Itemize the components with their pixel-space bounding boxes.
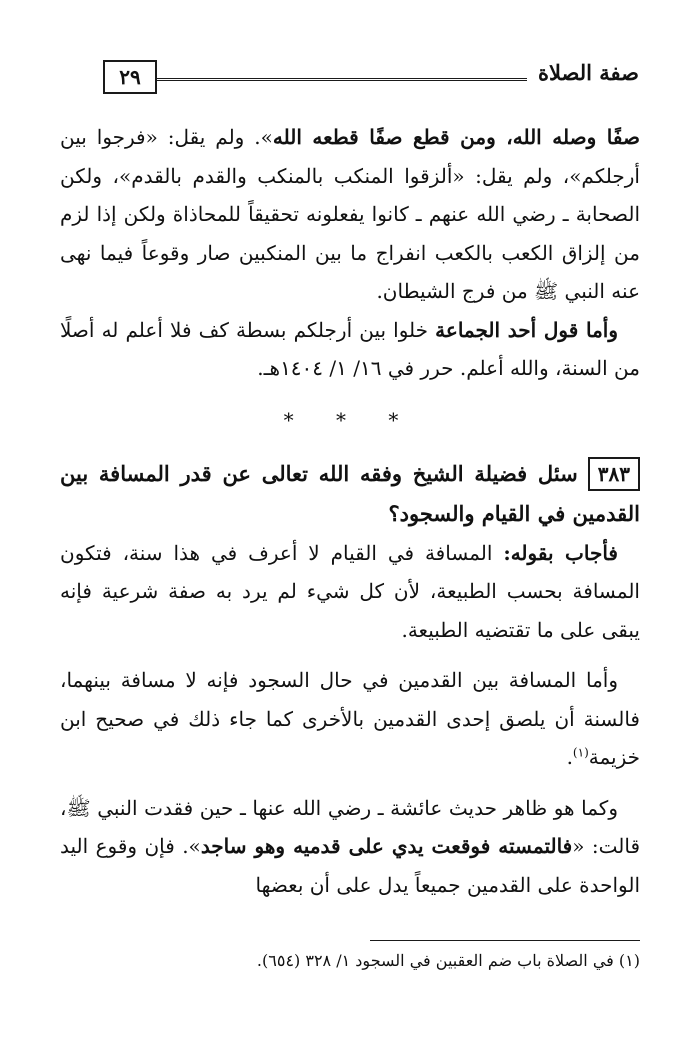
- page-header: [103, 58, 639, 96]
- paragraph-4: وأما المسافة بين القدمين في حال السجود فإنه لا مسافة بينهما، فالسنة أن يلصق إحدى القدمين بالأخرى كما جاء ذلك في صحيح ابن خزيمة$^{(١)}$.: [60, 668, 640, 769]
- footnote-rule: [370, 940, 640, 941]
- footnote-marker: (١): [572, 745, 589, 760]
- paragraph-5: [60, 789, 640, 905]
- section-separator: * * *: [283, 407, 417, 432]
- paragraph-gap: [60, 649, 640, 661]
- paragraph-5-text-a: وكما هو ظاهر حديث عائشة ـ رضي الله عنها ـ حين فقدت النبي ﷺ، قالت: «: [60, 795, 641, 858]
- hadith-quote-bold: فالتمسته فوقعت يدي على قدميه وهو ساجد: [200, 834, 573, 858]
- answer-lead: فأجاب بقوله:: [503, 540, 618, 565]
- paragraph-gap: [60, 777, 640, 789]
- question-number: ٣٨٣: [588, 457, 640, 491]
- hadith-quote-bold: صفًا وصله الله، ومن قطع صفًا قطعه الله: [272, 125, 640, 149]
- footnote: (١) في الصلاة باب ضم العقبين في السجود ١/ ٣٢٨ (٦٥٤).: [256, 951, 640, 970]
- paragraph-2: [60, 311, 640, 388]
- question-text: سئل فضيلة الشيخ وفقه الله تعالى عن قدر المسافة بين القدمين في القيام والسجود؟: [60, 460, 640, 526]
- answer-text: المسافة في القيام لا أعرف في هذا سنة، فتكون المسافة بحسب الطبيعة، لأن كل شيء لم يرد به صفة شرعية فإنه يبقى على ما تقتضيه الطبيعة.: [60, 540, 640, 642]
- paragraph-2-lead: وأما قول أحد الجماعة: [435, 317, 619, 342]
- question-heading: [60, 454, 640, 534]
- answer-paragraph: [60, 534, 640, 650]
- paragraph-1-text: ». ولم يقل: «فرجوا بين أرجلكم»، ولم يقل: «ألزقوا المنكب بالمنكب والقدم بالقدم»، ولكن الصحابة ـ رضي الله عنهم ـ كانوا يفعلونه تحقيقاً للمحاذاة ولكن إذا لزم من إلزاق الكعب بالكعب انفراج ما بين المنكبين صار وقوعاً فيما نهى عنه النبي ﷺ من فرج الشيطان.: [60, 125, 640, 303]
- page-number: ٢٩: [103, 60, 157, 94]
- header-rule: [157, 78, 527, 81]
- paragraph-4-text: وأما المسافة بين القدمين في حال السجود فإنه لا مسافة بينهما، فالسنة أن يلصق إحدى القدمين بالأخرى كما جاء ذلك في صحيح ابن خزيمة: [60, 668, 640, 769]
- body-text: [60, 118, 640, 904]
- running-title: صفة الصلاة: [537, 60, 639, 85]
- paragraph-2-text: خلوا بين أرجلكم بسطة كف فلا أعلم له أصلًا من السنة، والله أعلم. حرر في ١٦/ ١/ ١٤٠٤هـ.: [60, 317, 640, 380]
- paragraph-5-text-c: ». فإن وقوع اليد الواحدة على القدمين جميعاً يدل على أن بعضها: [60, 834, 640, 897]
- paragraph-1: [60, 118, 640, 311]
